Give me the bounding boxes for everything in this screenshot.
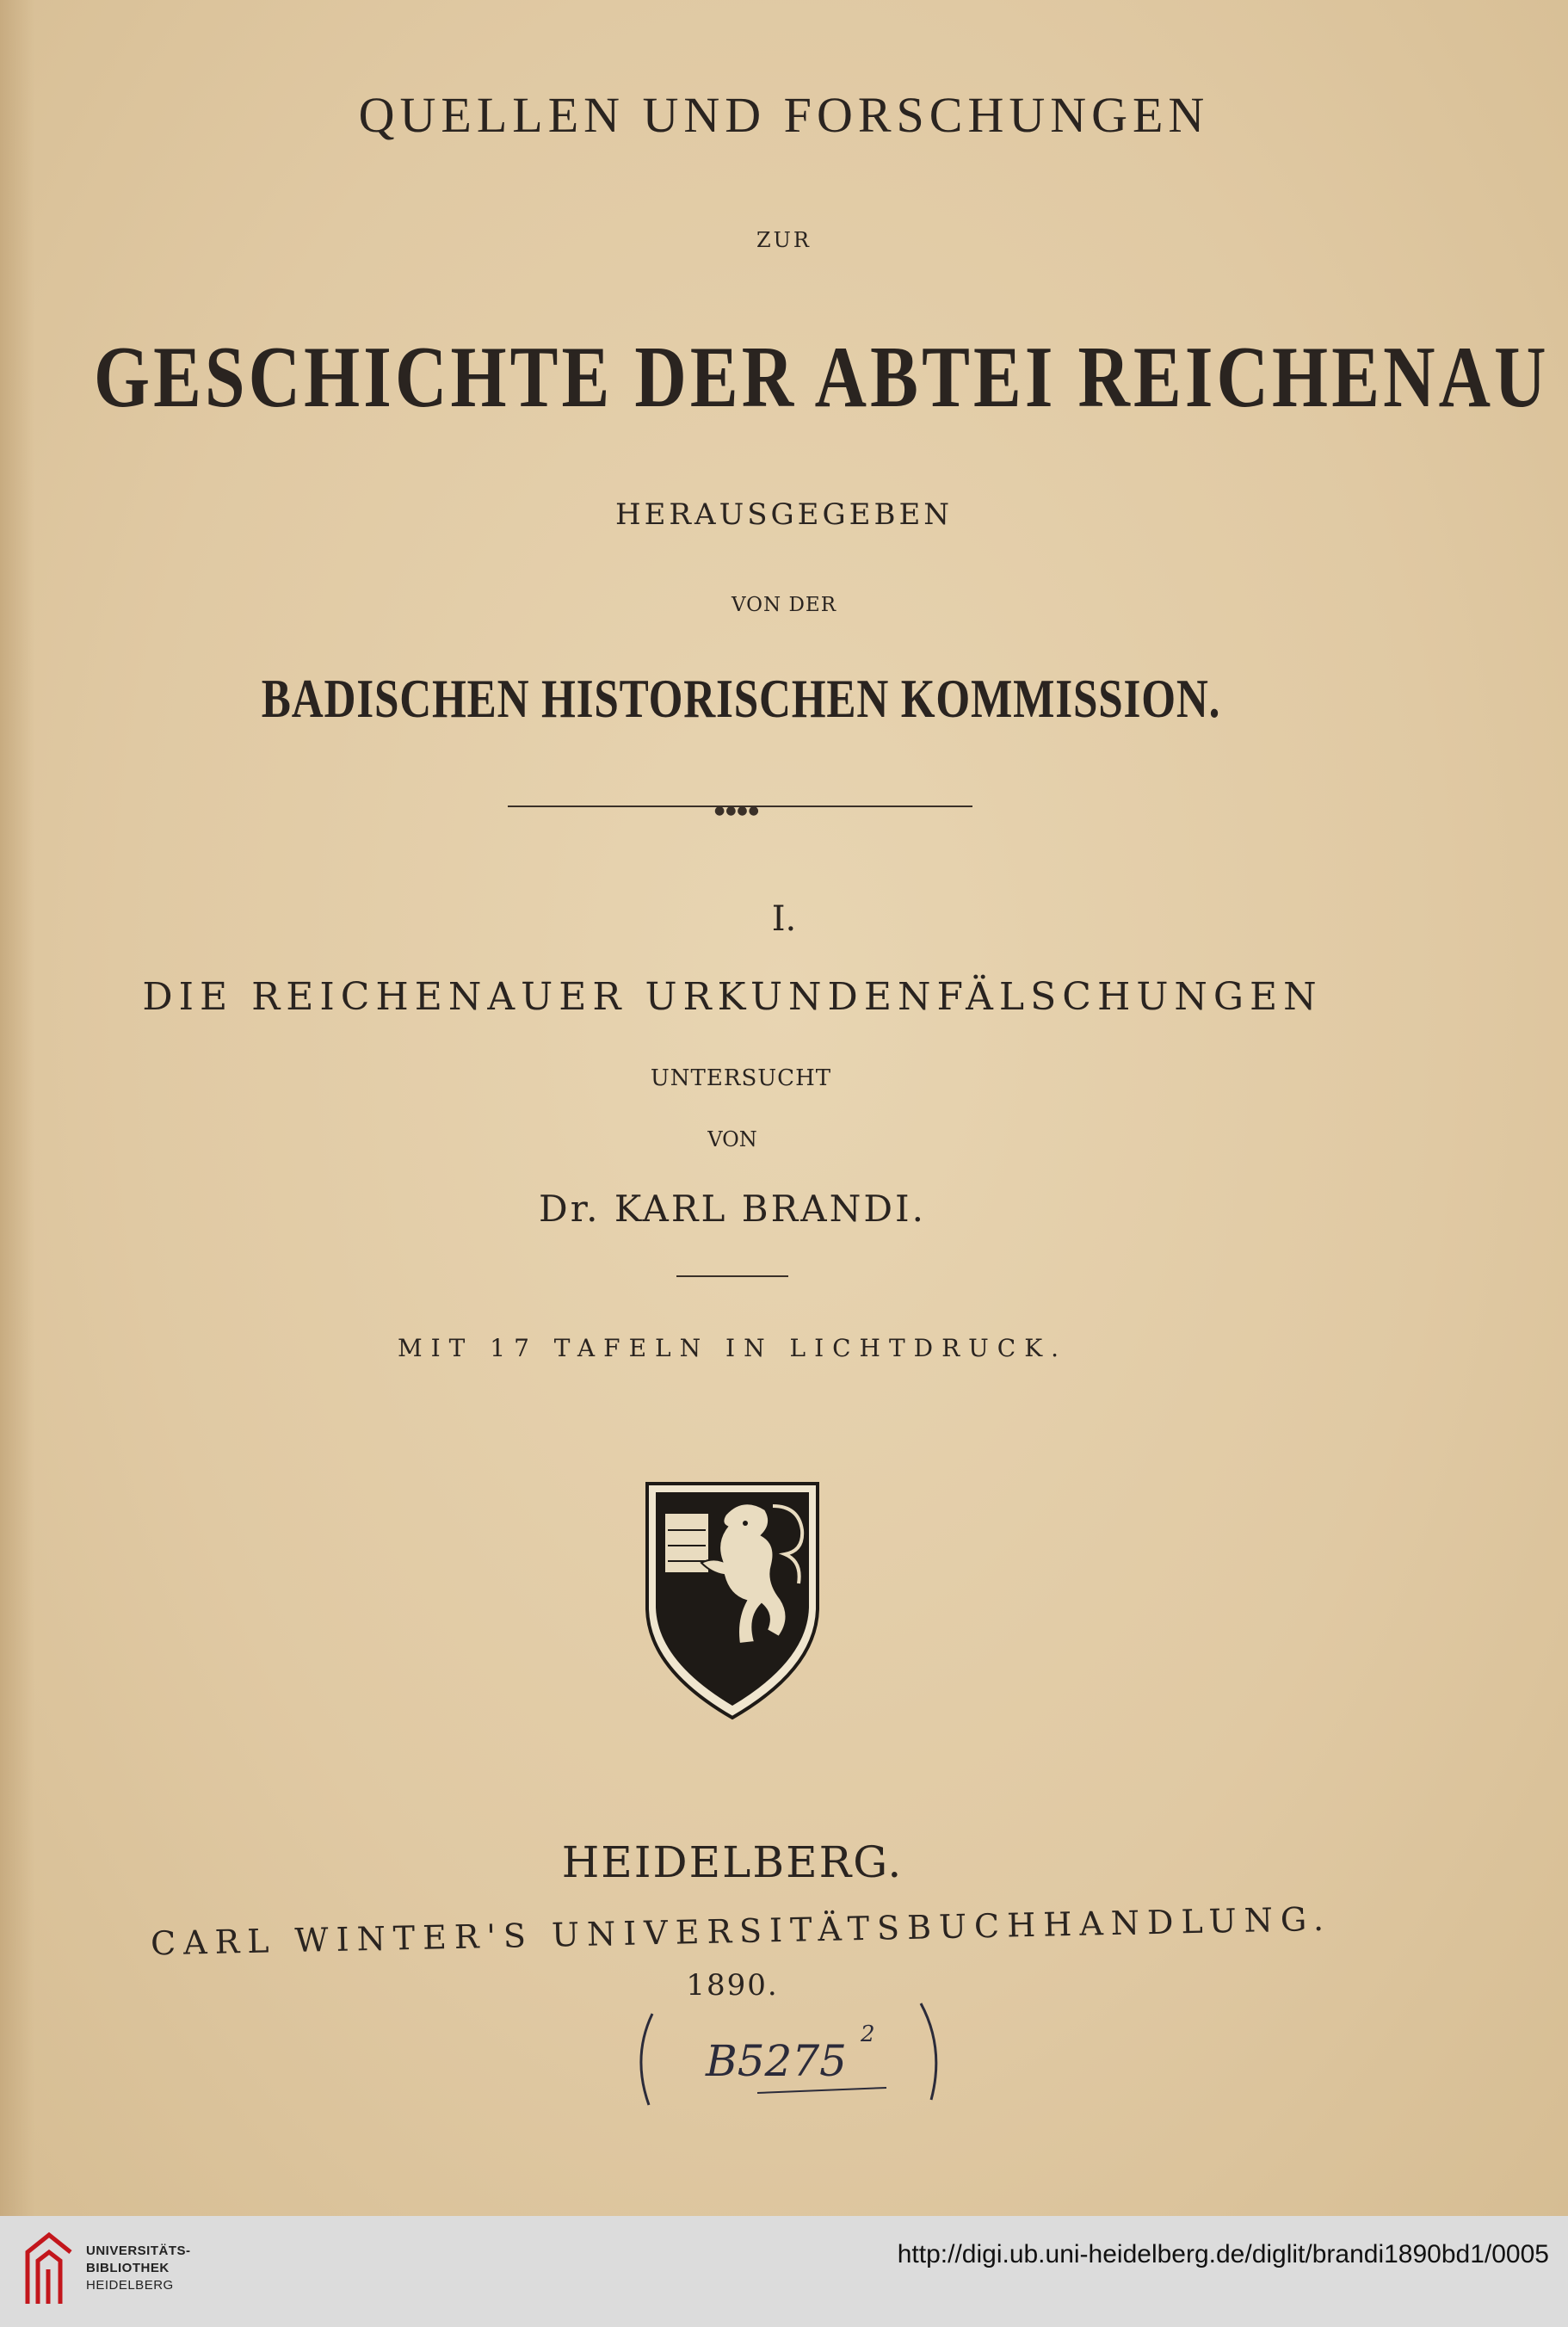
- lion-shield-icon: [644, 1480, 821, 1721]
- series-title-main: GESCHICHTE DER ABTEI REICHENAU: [93, 329, 1550, 426]
- series-title-line1: QUELLEN UND FORSCHUNGEN: [358, 87, 1210, 143]
- by-label: VON DER: [731, 594, 837, 616]
- author-name: Dr. KARL BRANDI.: [539, 1188, 926, 1230]
- commission-name: BADISCHEN HISTORISCHEN KOMMISSION.: [261, 668, 1221, 729]
- short-divider: [676, 1275, 788, 1277]
- divider-ornament: ●●●●: [714, 804, 760, 818]
- volume-title: DIE REICHENAUER URKUNDENFÄLSCHUNGEN: [142, 975, 1323, 1019]
- series-title-line2: ZUR: [756, 228, 812, 252]
- publisher: CARL WINTER'S UNIVERSITÄTSBUCHHANDLUNG.: [150, 1899, 1332, 1963]
- volume-number: I.: [771, 899, 797, 939]
- city: HEIDELBERG.: [561, 1837, 904, 1887]
- handwritten-shelfmark: [628, 1997, 947, 2117]
- shelfmark-superscript: 2: [861, 2021, 875, 2047]
- plates-note: MIT 17 TAFELN IN LICHTDRUCK.: [397, 1334, 1068, 1362]
- shelfmark-text: B5275: [706, 2036, 847, 2086]
- library-name-line3: HEIDELBERG: [86, 2278, 174, 2293]
- examined-label: UNTERSUCHT: [650, 1065, 832, 1091]
- source-url[interactable]: http://digi.ub.uni-heidelberg.de/diglit/brandi1890bd1/0005: [897, 2240, 1549, 2268]
- library-footer: [0, 2216, 1568, 2327]
- library-name-line1: UNIVERSITÄTS-: [86, 2244, 191, 2258]
- year: 1890.: [686, 1968, 779, 2003]
- library-name-line2: BIBLIOTHEK: [86, 2261, 170, 2275]
- ub-heidelberg-logo-icon: [19, 2226, 79, 2312]
- edited-label: HERAUSGEGEBEN: [614, 497, 954, 532]
- by-author-label: VON: [707, 1127, 757, 1151]
